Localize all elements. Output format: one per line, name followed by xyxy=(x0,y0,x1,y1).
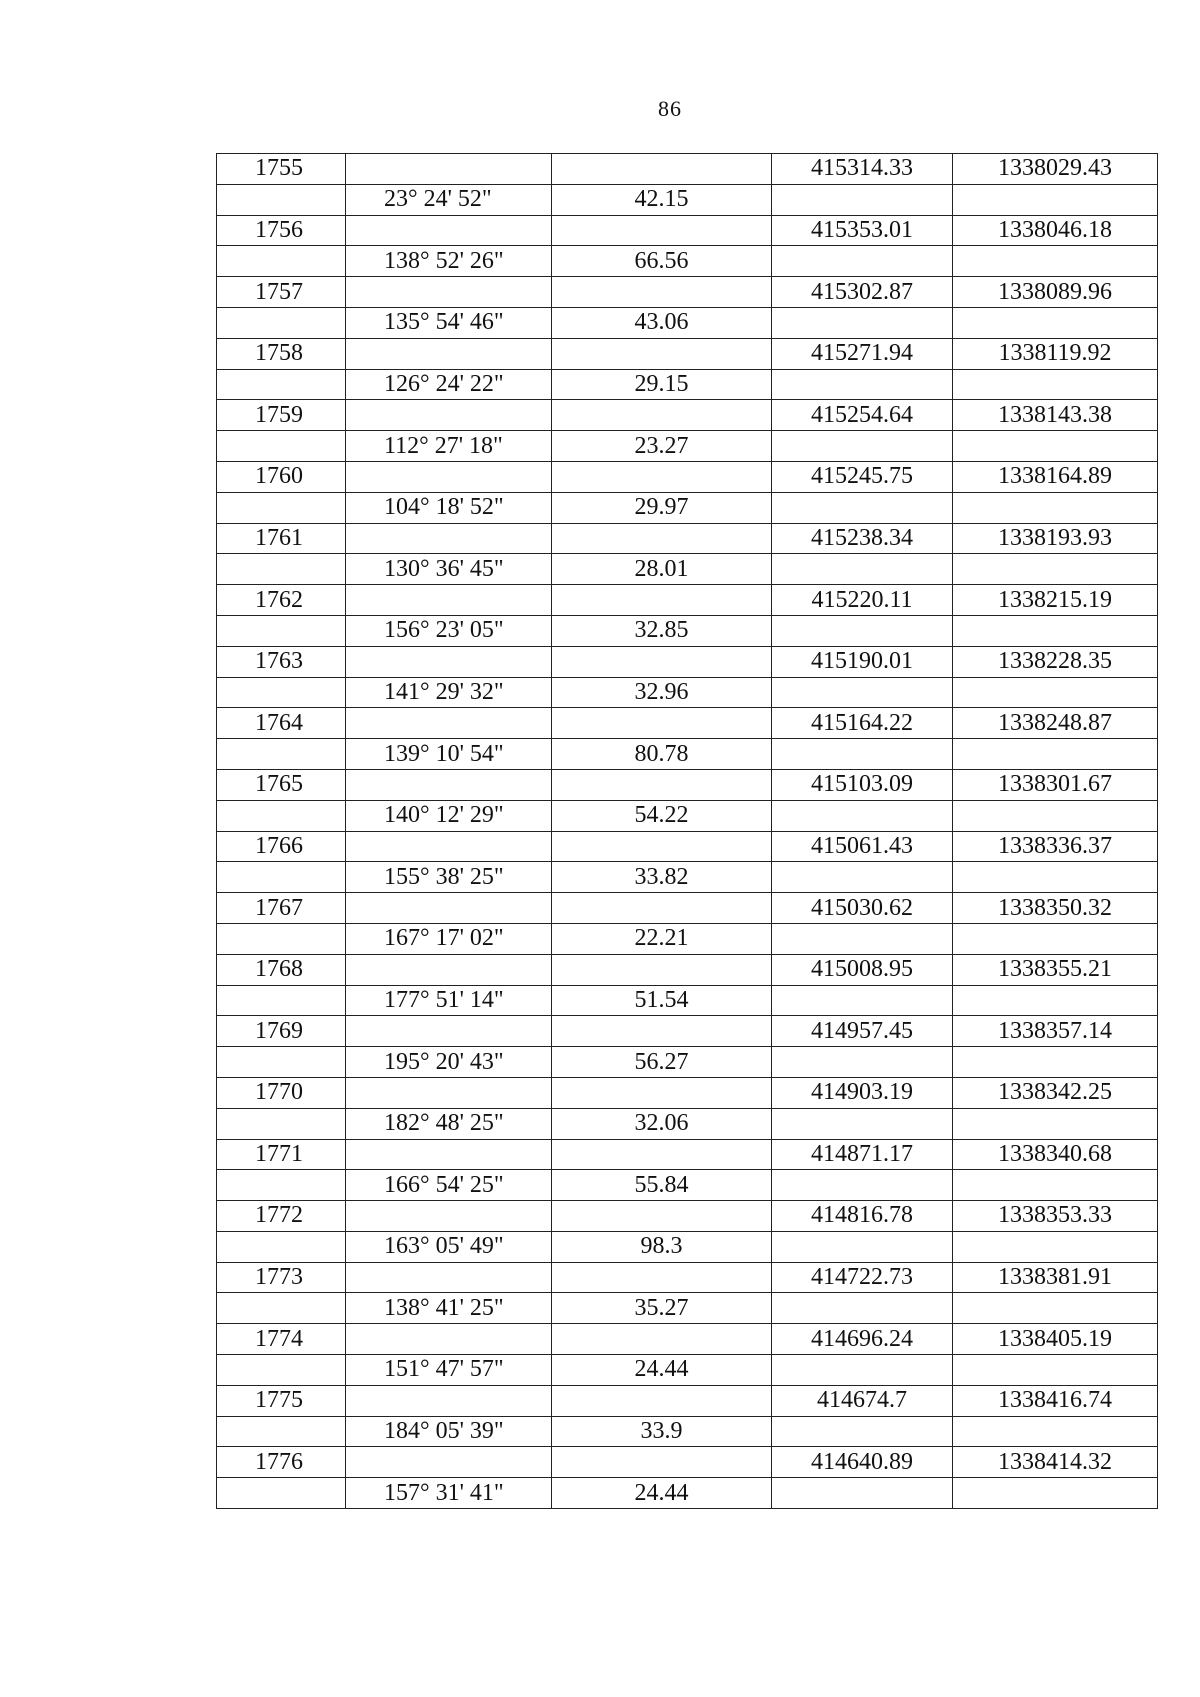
easting-cell: 1338342.25 xyxy=(953,1077,1158,1108)
distance-cell: 23.27 xyxy=(552,431,772,462)
northing-cell: 414722.73 xyxy=(772,1262,953,1293)
northing-cell xyxy=(772,246,953,277)
station-row xyxy=(217,585,1158,616)
bearing-cell xyxy=(346,461,552,492)
northing-cell: 414903.19 xyxy=(772,1077,953,1108)
bearing-cell: 151° 47' 57" xyxy=(346,1355,552,1386)
bearing-cell: 23° 24' 52" xyxy=(346,184,552,215)
bearing-cell xyxy=(346,277,552,308)
traverse-row xyxy=(217,246,1158,277)
bearing-cell xyxy=(346,154,552,185)
station-cell xyxy=(217,246,346,277)
northing-cell: 415238.34 xyxy=(772,523,953,554)
distance-cell xyxy=(552,154,772,185)
traverse-row xyxy=(217,923,1158,954)
northing-cell xyxy=(772,431,953,462)
easting-cell xyxy=(953,985,1158,1016)
station-cell xyxy=(217,1416,346,1447)
easting-cell xyxy=(953,1231,1158,1262)
distance-cell: 32.85 xyxy=(552,615,772,646)
station-cell xyxy=(217,1047,346,1078)
distance-cell: 66.56 xyxy=(552,246,772,277)
distance-cell xyxy=(552,1385,772,1416)
easting-cell xyxy=(953,1170,1158,1201)
station-cell: 1768 xyxy=(217,954,346,985)
easting-cell: 1338405.19 xyxy=(953,1324,1158,1355)
easting-cell xyxy=(953,923,1158,954)
northing-cell: 415008.95 xyxy=(772,954,953,985)
easting-cell: 1338193.93 xyxy=(953,523,1158,554)
station-cell: 1760 xyxy=(217,461,346,492)
easting-cell: 1338353.33 xyxy=(953,1201,1158,1232)
distance-cell: 32.96 xyxy=(552,677,772,708)
distance-cell xyxy=(552,1447,772,1478)
northing-cell xyxy=(772,923,953,954)
bearing-cell: 138° 41' 25" xyxy=(346,1293,552,1324)
easting-cell: 1338119.92 xyxy=(953,338,1158,369)
distance-cell: 29.15 xyxy=(552,369,772,400)
station-cell xyxy=(217,739,346,770)
station-cell xyxy=(217,492,346,523)
bearing-cell: 195° 20' 43" xyxy=(346,1047,552,1078)
northing-cell xyxy=(772,1478,953,1509)
northing-cell: 415353.01 xyxy=(772,215,953,246)
station-row xyxy=(217,1385,1158,1416)
easting-cell: 1338248.87 xyxy=(953,708,1158,739)
station-cell xyxy=(217,369,346,400)
easting-cell xyxy=(953,1355,1158,1386)
bearing-cell xyxy=(346,954,552,985)
northing-cell xyxy=(772,862,953,893)
bearing-cell: 139° 10' 54" xyxy=(346,739,552,770)
distance-cell xyxy=(552,1077,772,1108)
northing-cell xyxy=(772,307,953,338)
traverse-row xyxy=(217,1231,1158,1262)
traverse-row xyxy=(217,677,1158,708)
traverse-row xyxy=(217,1108,1158,1139)
station-cell: 1770 xyxy=(217,1077,346,1108)
station-cell: 1774 xyxy=(217,1324,346,1355)
distance-cell xyxy=(552,277,772,308)
distance-cell xyxy=(552,338,772,369)
station-cell xyxy=(217,1231,346,1262)
distance-cell xyxy=(552,831,772,862)
easting-cell: 1338381.91 xyxy=(953,1262,1158,1293)
northing-cell xyxy=(772,800,953,831)
station-cell: 1766 xyxy=(217,831,346,862)
station-cell xyxy=(217,431,346,462)
easting-cell: 1338143.38 xyxy=(953,400,1158,431)
distance-cell xyxy=(552,585,772,616)
distance-cell xyxy=(552,893,772,924)
bearing-cell: 156° 23' 05" xyxy=(346,615,552,646)
station-row xyxy=(217,646,1158,677)
distance-cell xyxy=(552,1201,772,1232)
distance-cell: 22.21 xyxy=(552,923,772,954)
bearing-cell xyxy=(346,1262,552,1293)
bearing-cell xyxy=(346,646,552,677)
bearing-cell xyxy=(346,523,552,554)
bearing-cell: 135° 54' 46" xyxy=(346,307,552,338)
distance-cell: 24.44 xyxy=(552,1355,772,1386)
station-cell: 1755 xyxy=(217,154,346,185)
easting-cell xyxy=(953,800,1158,831)
traverse-row xyxy=(217,739,1158,770)
northing-cell: 415103.09 xyxy=(772,769,953,800)
distance-cell: 56.27 xyxy=(552,1047,772,1078)
distance-cell xyxy=(552,400,772,431)
distance-cell xyxy=(552,1139,772,1170)
northing-cell: 415164.22 xyxy=(772,708,953,739)
easting-cell xyxy=(953,677,1158,708)
northing-cell: 414816.78 xyxy=(772,1201,953,1232)
traverse-row xyxy=(217,369,1158,400)
bearing-cell: 163° 05' 49" xyxy=(346,1231,552,1262)
station-row xyxy=(217,1262,1158,1293)
easting-cell xyxy=(953,1047,1158,1078)
station-row xyxy=(217,523,1158,554)
station-cell xyxy=(217,307,346,338)
station-row xyxy=(217,461,1158,492)
traverse-row xyxy=(217,492,1158,523)
station-row xyxy=(217,1324,1158,1355)
station-row xyxy=(217,154,1158,185)
station-cell: 1769 xyxy=(217,1016,346,1047)
northing-cell xyxy=(772,985,953,1016)
traverse-row xyxy=(217,1047,1158,1078)
bearing-cell xyxy=(346,1016,552,1047)
northing-cell xyxy=(772,1416,953,1447)
northing-cell: 415190.01 xyxy=(772,646,953,677)
easting-cell xyxy=(953,1478,1158,1509)
bearing-cell xyxy=(346,400,552,431)
distance-cell xyxy=(552,1016,772,1047)
northing-cell: 414696.24 xyxy=(772,1324,953,1355)
distance-cell xyxy=(552,1262,772,1293)
easting-cell xyxy=(953,184,1158,215)
traverse-row xyxy=(217,1416,1158,1447)
traverse-row xyxy=(217,1478,1158,1509)
bearing-cell xyxy=(346,1077,552,1108)
station-cell xyxy=(217,1355,346,1386)
table-body xyxy=(217,154,1158,1509)
easting-cell: 1338164.89 xyxy=(953,461,1158,492)
station-row xyxy=(217,400,1158,431)
easting-cell: 1338301.67 xyxy=(953,769,1158,800)
easting-cell xyxy=(953,1108,1158,1139)
distance-cell: 24.44 xyxy=(552,1478,772,1509)
station-cell xyxy=(217,1170,346,1201)
easting-cell: 1338089.96 xyxy=(953,277,1158,308)
bearing-cell: 167° 17' 02" xyxy=(346,923,552,954)
easting-cell: 1338357.14 xyxy=(953,1016,1158,1047)
easting-cell: 1338350.32 xyxy=(953,893,1158,924)
bearing-cell: 166° 54' 25" xyxy=(346,1170,552,1201)
northing-cell xyxy=(772,1170,953,1201)
northing-cell: 415061.43 xyxy=(772,831,953,862)
northing-cell xyxy=(772,1231,953,1262)
bearing-cell xyxy=(346,1201,552,1232)
distance-cell xyxy=(552,708,772,739)
bearing-cell: 155° 38' 25" xyxy=(346,862,552,893)
northing-cell: 415254.64 xyxy=(772,400,953,431)
bearing-cell: 141° 29' 32" xyxy=(346,677,552,708)
station-cell: 1775 xyxy=(217,1385,346,1416)
easting-cell xyxy=(953,554,1158,585)
station-cell xyxy=(217,677,346,708)
station-cell: 1765 xyxy=(217,769,346,800)
station-cell xyxy=(217,554,346,585)
station-cell: 1763 xyxy=(217,646,346,677)
easting-cell: 1338340.68 xyxy=(953,1139,1158,1170)
bearing-cell xyxy=(346,1139,552,1170)
bearing-cell: 130° 36' 45" xyxy=(346,554,552,585)
station-cell: 1772 xyxy=(217,1201,346,1232)
station-row xyxy=(217,215,1158,246)
traverse-row xyxy=(217,1170,1158,1201)
distance-cell: 42.15 xyxy=(552,184,772,215)
traverse-row xyxy=(217,985,1158,1016)
distance-cell xyxy=(552,954,772,985)
traverse-row xyxy=(217,184,1158,215)
northing-cell xyxy=(772,369,953,400)
northing-cell: 415220.11 xyxy=(772,585,953,616)
distance-cell xyxy=(552,523,772,554)
station-cell: 1764 xyxy=(217,708,346,739)
easting-cell: 1338029.43 xyxy=(953,154,1158,185)
station-cell: 1758 xyxy=(217,338,346,369)
distance-cell: 35.27 xyxy=(552,1293,772,1324)
traverse-row xyxy=(217,862,1158,893)
distance-cell: 54.22 xyxy=(552,800,772,831)
easting-cell xyxy=(953,307,1158,338)
station-cell xyxy=(217,184,346,215)
bearing-cell xyxy=(346,893,552,924)
station-cell: 1773 xyxy=(217,1262,346,1293)
station-row xyxy=(217,1447,1158,1478)
easting-cell xyxy=(953,739,1158,770)
northing-cell: 415271.94 xyxy=(772,338,953,369)
station-cell: 1757 xyxy=(217,277,346,308)
northing-cell xyxy=(772,677,953,708)
northing-cell xyxy=(772,1355,953,1386)
station-row xyxy=(217,954,1158,985)
bearing-cell: 126° 24' 22" xyxy=(346,369,552,400)
bearing-cell: 182° 48' 25" xyxy=(346,1108,552,1139)
distance-cell: 80.78 xyxy=(552,739,772,770)
easting-cell: 1338228.35 xyxy=(953,646,1158,677)
station-row xyxy=(217,769,1158,800)
easting-cell xyxy=(953,369,1158,400)
bearing-cell: 140° 12' 29" xyxy=(346,800,552,831)
station-cell xyxy=(217,923,346,954)
survey-coordinates-table xyxy=(216,153,1158,1509)
bearing-cell: 184° 05' 39" xyxy=(346,1416,552,1447)
easting-cell: 1338046.18 xyxy=(953,215,1158,246)
traverse-row xyxy=(217,554,1158,585)
station-cell: 1762 xyxy=(217,585,346,616)
northing-cell: 415314.33 xyxy=(772,154,953,185)
station-cell xyxy=(217,1478,346,1509)
station-row xyxy=(217,1016,1158,1047)
northing-cell xyxy=(772,492,953,523)
distance-cell xyxy=(552,769,772,800)
distance-cell xyxy=(552,1324,772,1355)
distance-cell: 32.06 xyxy=(552,1108,772,1139)
station-row xyxy=(217,831,1158,862)
easting-cell: 1338215.19 xyxy=(953,585,1158,616)
northing-cell: 414871.17 xyxy=(772,1139,953,1170)
bearing-cell xyxy=(346,708,552,739)
northing-cell xyxy=(772,739,953,770)
station-row xyxy=(217,277,1158,308)
distance-cell: 33.9 xyxy=(552,1416,772,1447)
northing-cell xyxy=(772,1293,953,1324)
bearing-cell: 112° 27' 18" xyxy=(346,431,552,462)
distance-cell xyxy=(552,646,772,677)
northing-cell: 415030.62 xyxy=(772,893,953,924)
station-cell: 1776 xyxy=(217,1447,346,1478)
station-row xyxy=(217,1077,1158,1108)
station-row xyxy=(217,1201,1158,1232)
traverse-row xyxy=(217,800,1158,831)
bearing-cell: 157° 31' 41" xyxy=(346,1478,552,1509)
page-number: 86 xyxy=(658,96,682,121)
distance-cell xyxy=(552,461,772,492)
station-cell xyxy=(217,615,346,646)
northing-cell: 414957.45 xyxy=(772,1016,953,1047)
northing-cell xyxy=(772,184,953,215)
bearing-cell xyxy=(346,215,552,246)
distance-cell: 33.82 xyxy=(552,862,772,893)
bearing-cell xyxy=(346,1447,552,1478)
traverse-row xyxy=(217,1355,1158,1386)
bearing-cell: 138° 52' 26" xyxy=(346,246,552,277)
traverse-row xyxy=(217,307,1158,338)
northing-cell xyxy=(772,615,953,646)
northing-cell xyxy=(772,1047,953,1078)
station-cell: 1761 xyxy=(217,523,346,554)
station-cell xyxy=(217,1293,346,1324)
station-row xyxy=(217,708,1158,739)
station-cell xyxy=(217,985,346,1016)
station-cell xyxy=(217,800,346,831)
easting-cell: 1338416.74 xyxy=(953,1385,1158,1416)
bearing-cell xyxy=(346,769,552,800)
station-cell: 1759 xyxy=(217,400,346,431)
distance-cell: 29.97 xyxy=(552,492,772,523)
traverse-row xyxy=(217,431,1158,462)
northing-cell xyxy=(772,554,953,585)
easting-cell: 1338336.37 xyxy=(953,831,1158,862)
distance-cell: 43.06 xyxy=(552,307,772,338)
station-cell xyxy=(217,1108,346,1139)
bearing-cell xyxy=(346,831,552,862)
easting-cell xyxy=(953,431,1158,462)
distance-cell: 98.3 xyxy=(552,1231,772,1262)
northing-cell: 415302.87 xyxy=(772,277,953,308)
easting-cell xyxy=(953,1416,1158,1447)
distance-cell: 55.84 xyxy=(552,1170,772,1201)
distance-cell: 51.54 xyxy=(552,985,772,1016)
easting-cell xyxy=(953,246,1158,277)
bearing-cell xyxy=(346,1385,552,1416)
traverse-row xyxy=(217,1293,1158,1324)
easting-cell xyxy=(953,492,1158,523)
station-row xyxy=(217,338,1158,369)
station-row xyxy=(217,893,1158,924)
easting-cell: 1338414.32 xyxy=(953,1447,1158,1478)
distance-cell: 28.01 xyxy=(552,554,772,585)
bearing-cell: 104° 18' 52" xyxy=(346,492,552,523)
easting-cell xyxy=(953,862,1158,893)
distance-cell xyxy=(552,215,772,246)
northing-cell: 414640.89 xyxy=(772,1447,953,1478)
station-cell: 1771 xyxy=(217,1139,346,1170)
traverse-row xyxy=(217,615,1158,646)
station-cell: 1756 xyxy=(217,215,346,246)
bearing-cell xyxy=(346,585,552,616)
easting-cell xyxy=(953,1293,1158,1324)
northing-cell: 415245.75 xyxy=(772,461,953,492)
station-cell xyxy=(217,862,346,893)
northing-cell xyxy=(772,1108,953,1139)
easting-cell: 1338355.21 xyxy=(953,954,1158,985)
bearing-cell: 177° 51' 14" xyxy=(346,985,552,1016)
bearing-cell xyxy=(346,338,552,369)
bearing-cell xyxy=(346,1324,552,1355)
easting-cell xyxy=(953,615,1158,646)
station-cell: 1767 xyxy=(217,893,346,924)
station-row xyxy=(217,1139,1158,1170)
northing-cell: 414674.7 xyxy=(772,1385,953,1416)
